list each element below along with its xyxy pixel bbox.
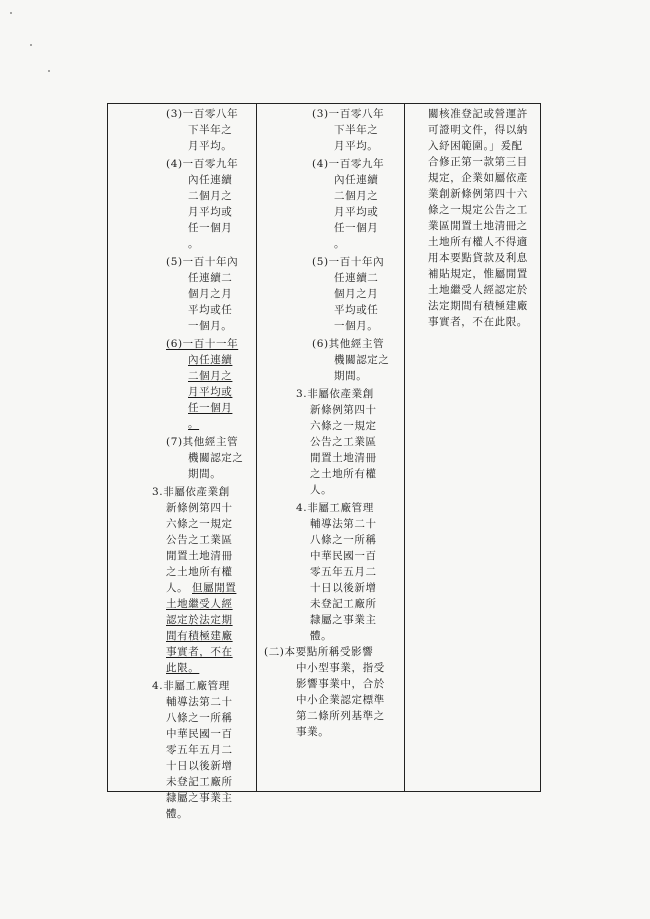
text-line: 體。	[166, 808, 189, 820]
text-line: 體。	[310, 630, 333, 642]
text-line: 之土地所有權	[166, 566, 233, 578]
text-line: 3.非屬依產業創	[152, 486, 230, 498]
text-line: 業創新條例第四十六	[428, 188, 528, 200]
text-line: 任連續二	[188, 272, 233, 284]
text-line: 中小型事業，指受	[296, 662, 385, 674]
text-line: 新條例第四十	[310, 404, 377, 416]
text-line: 公告之工業區	[166, 534, 233, 546]
text-line: 入紓困範圍。」爰配	[428, 140, 523, 152]
text-line: 人。	[166, 582, 189, 594]
text-line: (7)其他經主管	[166, 436, 239, 448]
text-line: 內任連續	[188, 354, 233, 366]
text-line: 事實者，不在	[166, 646, 233, 658]
text-line: 4.非屬工廠管理	[152, 680, 230, 692]
text-line: 土地繼受人經	[166, 598, 233, 610]
text-line: 二個月之	[334, 190, 379, 202]
text-line: 但屬閒置	[192, 582, 237, 594]
text-line: 六條之一規定	[166, 518, 233, 530]
text-line: 期間。	[188, 468, 222, 480]
text-line: 一個月。	[188, 320, 233, 332]
text-line: 4.非屬工廠管理	[296, 502, 374, 514]
text-line: 任一個月	[188, 222, 233, 234]
text-line: 規定，企業如屬依產	[428, 172, 528, 184]
text-line: 人。	[310, 484, 333, 496]
text-line: 內任連續	[188, 174, 233, 186]
text-line: 任一個月	[334, 222, 379, 234]
text-line: 間有積極建廠	[166, 630, 233, 642]
text-line: 機關認定之	[188, 452, 244, 464]
text-line: 輔導法第二十	[166, 696, 233, 708]
text-line: 零五年五月二	[166, 744, 233, 756]
scan-speck	[10, 12, 12, 14]
text-line: (6)其他經主管	[312, 338, 385, 350]
text-line: 一個月。	[334, 320, 379, 332]
text-line: 八條之一所稱	[166, 712, 233, 724]
text-line: 認定於法定期	[166, 614, 233, 626]
text-line: 影響事業中，合於	[296, 678, 385, 690]
text-line: 八條之一所稱	[310, 534, 377, 546]
text-line: 月平均或	[188, 386, 233, 398]
text-line: (6)一百十一年	[166, 338, 239, 350]
text-line: (二)本要點所稱受影響	[264, 646, 374, 658]
text-line: 二個月之	[188, 370, 233, 382]
text-line: 個月之月	[334, 288, 379, 300]
text-line: 關核准登記或營運許	[428, 108, 528, 120]
table-column-1	[108, 104, 256, 820]
text-line: 中華民國一百	[310, 550, 377, 562]
text-line: 月平均或	[334, 206, 379, 218]
text-line: 新條例第四十	[166, 502, 233, 514]
text-line: 業區閒置土地清冊之	[428, 220, 528, 232]
text-line: 土地所有權人不得適	[428, 236, 528, 248]
text-line: 任連續二	[334, 272, 379, 284]
text-line: 合修正第一款第三目	[428, 156, 528, 168]
text-line: 。	[188, 238, 200, 250]
text-line: 3.非屬依產業創	[296, 388, 374, 400]
text-line: 個月之月	[188, 288, 233, 300]
text-line: 內任連續	[334, 174, 379, 186]
text-line: 此限。	[166, 662, 200, 674]
text-line: 閒置土地清冊	[166, 550, 233, 562]
text-line: 機關認定之	[334, 354, 390, 366]
text-line: 。	[188, 418, 200, 430]
text-line: 平均或任	[188, 304, 233, 316]
text-line: 未登記工廠所	[166, 776, 233, 788]
text-line: 中小企業認定標準	[296, 694, 385, 706]
comparison-table	[107, 103, 541, 820]
table-column-3	[404, 104, 540, 791]
text-line: 月平均。	[334, 140, 379, 152]
text-line: 六條之一規定	[310, 420, 377, 432]
text-line: (5)一百十年內	[166, 256, 239, 268]
text-line: 任一個月	[188, 402, 233, 414]
scan-speck	[48, 70, 50, 72]
text-line: 隸屬之事業主	[310, 614, 377, 626]
text-line: 平均或任	[334, 304, 379, 316]
text-line: 下半年之	[334, 124, 379, 136]
text-line: 下半年之	[188, 124, 233, 136]
text-line: 用本要點貸款及利息	[428, 252, 528, 264]
text-line: 補貼規定，惟屬閒置	[428, 268, 528, 280]
text-line: 法定期間有積極建廠	[428, 300, 528, 312]
text-line: 未登記工廠所	[310, 598, 377, 610]
text-line: 零五年五月二	[310, 566, 377, 578]
text-line: 二個月之	[188, 190, 233, 202]
text-line: 事業。	[296, 726, 330, 738]
text-line: 隸屬之事業主	[166, 792, 233, 804]
text-line: 之土地所有權	[310, 468, 377, 480]
text-line: 期間。	[334, 370, 368, 382]
text-line: 中華民國一百	[166, 728, 233, 740]
text-line: 月平均。	[188, 140, 233, 152]
text-line: 月平均或	[188, 206, 233, 218]
table-column-2	[256, 104, 404, 791]
text-line: 。	[334, 238, 346, 250]
scan-speck	[30, 44, 32, 46]
text-line: 十日以後新增	[310, 582, 377, 594]
text-line: (4)一百零九年	[166, 158, 239, 170]
text-line: 公告之工業區	[310, 436, 377, 448]
text-line: (3)一百零八年	[312, 108, 385, 120]
text-line: 輔導法第二十	[310, 518, 377, 530]
text-line: 十日以後新增	[166, 760, 233, 772]
text-line: 閒置土地清冊	[310, 452, 377, 464]
text-line: 事實者，不在此限。	[428, 316, 528, 328]
text-line: (4)一百零九年	[312, 158, 385, 170]
text-line: 第二條所列基準之	[296, 710, 385, 722]
text-line: (3)一百零八年	[166, 108, 239, 120]
text-line: 土地繼受人經認定於	[428, 284, 528, 296]
text-line: 可證明文件，得以納	[428, 124, 528, 136]
text-line: (5)一百十年內	[312, 256, 385, 268]
text-line: 條之一規定公告之工	[428, 204, 528, 216]
